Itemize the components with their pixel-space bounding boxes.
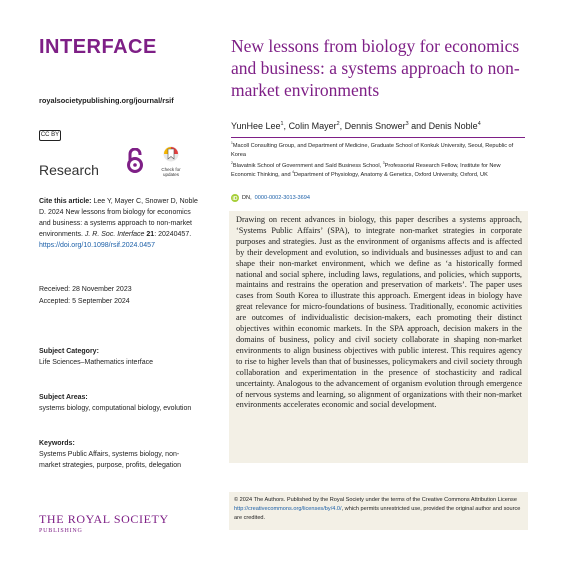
- check-for-updates-badge[interactable]: [158, 146, 184, 177]
- cc-by-badge: CC BY: [39, 130, 61, 141]
- article-type: Research: [39, 162, 99, 178]
- license-text: [234, 496, 524, 523]
- affiliation-mark: 2: [231, 161, 233, 166]
- svg-text:iD: iD: [232, 195, 238, 202]
- affiliation-text: Macoll Consulting Group, and Department of Medicine, Graduate School of Konkuk University, Seoul, Republic of Korea: [231, 143, 514, 158]
- orcid-icon: [231, 194, 239, 202]
- divider: [231, 137, 525, 138]
- cite-journal: J. R. Soc. Interface: [84, 231, 145, 238]
- publisher-logo: [39, 512, 189, 534]
- cite-doi-link[interactable]: https://doi.org/10.1098/rsif.2024.0457: [39, 242, 155, 249]
- orcid-label: DN,: [242, 195, 252, 201]
- author-mark: 2: [336, 121, 340, 127]
- orcid-line: [231, 194, 310, 202]
- keywords: [39, 438, 199, 471]
- check-updates-icon: [158, 146, 184, 162]
- article-title: New lessons from biology for economics and business: a systems approach to non-market environments: [231, 36, 520, 100]
- publisher-line1: THE ROYAL SOCIETY: [39, 512, 169, 526]
- journal-logo: INTERFACE: [39, 36, 157, 58]
- author-list: YunHee Lee$^1$, Colin Mayer$^2$, Dennis Snower$^3$ and Denis Noble$^4$: [231, 121, 481, 131]
- author-name: Denis Noble: [428, 121, 478, 131]
- affiliation-text: Blavatnik School of Government and Saïd Business School,: [232, 163, 383, 169]
- citation-block: [39, 196, 199, 251]
- cite-pages: : 20240457.: [154, 231, 192, 238]
- affiliation-mark: 4: [292, 170, 295, 175]
- license-statement: © 2024 The Authors. Published by the Royal Society under the terms of the Creative Commons Attribution License: [234, 497, 517, 503]
- author-mark: 3: [405, 121, 409, 127]
- cite-authors: Lee Y, Mayer C, Snower D, Noble D. 2024 New lessons from biology for economics and business: a systems approach to non-market environments.: [39, 198, 198, 238]
- subject-areas: [39, 392, 199, 414]
- subject-category-value: Life Sciences–Mathematics interface: [39, 359, 153, 366]
- cite-volume: 21: [144, 231, 155, 238]
- affiliations: [231, 142, 525, 180]
- license-url-link[interactable]: http://creativecommons.org/licenses/by/4.0/: [234, 506, 342, 512]
- author-name: Colin Mayer: [288, 121, 337, 131]
- check-updates-line1: Check for: [161, 167, 181, 172]
- orcid-link[interactable]: 0000-0002-3013-3694: [254, 195, 311, 201]
- author-name: YunHee Lee: [231, 121, 281, 131]
- journal-site-link[interactable]: royalsocietypublishing.org/journal/rsif: [39, 96, 174, 105]
- subject-category: [39, 346, 199, 368]
- author-name: Dennis Snower: [344, 121, 406, 131]
- received-date: Received: 28 November 2023: [39, 286, 132, 293]
- affiliation-mark: 1: [231, 141, 233, 146]
- affiliation-text: Professorial Research Fellow, Institute for New Economic Thinking, and: [231, 163, 501, 178]
- affiliation-text: Department of Physiology, Anatomy & Genetics, Oxford University, Oxford, UK: [294, 172, 488, 178]
- publisher-line2: PUBLISHING: [39, 528, 83, 534]
- cite-label: Cite this article:: [39, 198, 92, 205]
- keywords-value: Systems Public Affairs, systems biology, non-market strategies, purpose, profits, delegation: [39, 451, 182, 469]
- open-access-icon: [125, 148, 145, 174]
- subject-areas-label: Subject Areas:: [39, 394, 88, 401]
- subject-category-label: Subject Category:: [39, 348, 99, 355]
- author-mark: 1: [280, 121, 284, 127]
- check-updates-line2: updates: [162, 172, 179, 177]
- abstract-text: Drawing on recent advances in biology, this paper describes a systems approach, ‘Systems Public Affairs’ (SPA), to integrate non-market strategies in corporate purposes and strategies. Just as the environment of organisms affects and is affected by their development and evolution, so individuals and businesses adjust to and can shape their non-market environment, which we define as ‘a historically formed national and social sphere, including laws, regulations, and policies, which supports, maintains and restrains the operation and preservation of markets’. The paper uses cases from South Korea to illustrate this approach. Emergent ideas in biology have great relevance for micro-foundations of business. Traditionally, economic activities are outcomes of individualistic decision-makers, each promoting their distinct objectives within economic markets. In the SPA approach, decision makers in the domains of business, policy and civil society collaborate in shaping non-market environments to align business objectives with public interest. This requires agency to rise to higher levels than that of businesses, policymakers and civil society through collaboration and experimentation in the presence of stochasticity and radical uncertainty. Analogous to the advancement of organism evolution through emergence of nervous systems and learning, so alignment of organizations with their non-market environments accelerates economic and social development.: [236, 215, 522, 410]
- author-mark: 4: [477, 121, 481, 127]
- affiliation-mark: 3: [382, 161, 385, 166]
- keywords-label: Keywords:: [39, 440, 75, 447]
- license-tail: , which permits unrestricted use, provided the original author and source are credited.: [234, 506, 521, 521]
- accepted-date: Accepted: 5 September 2024: [39, 298, 130, 305]
- subject-areas-value: systems biology, computational biology, evolution: [39, 405, 192, 412]
